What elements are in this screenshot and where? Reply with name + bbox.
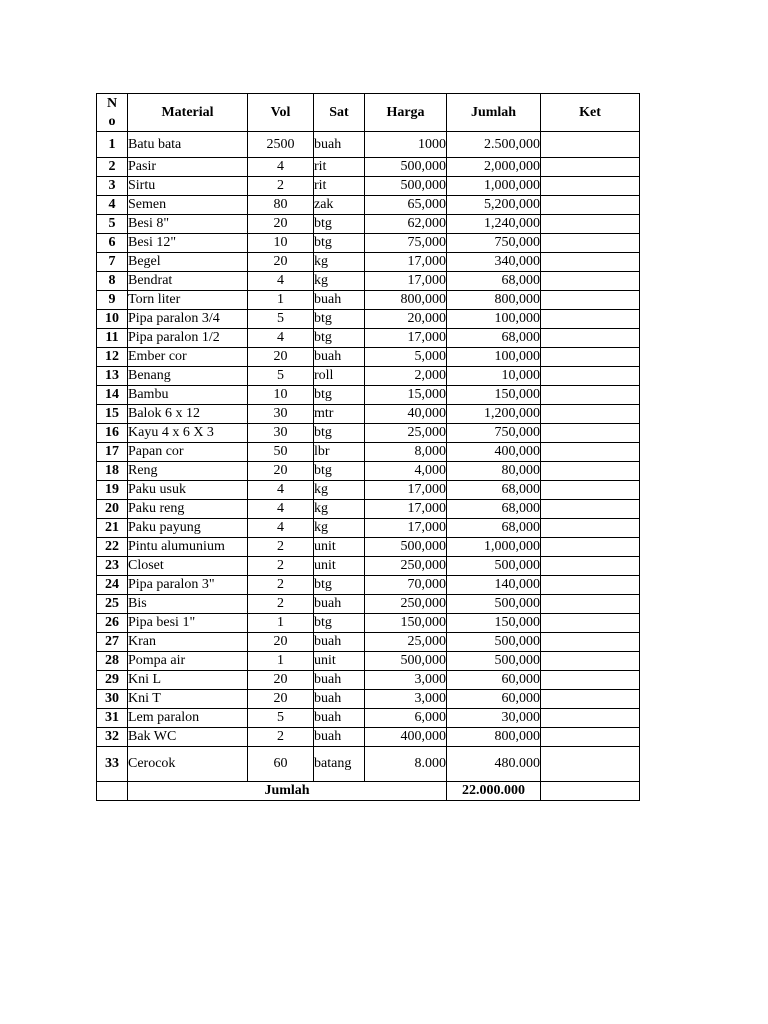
row-harga: 3,000 (365, 671, 447, 690)
table-row (97, 329, 640, 348)
row-ket (541, 595, 640, 614)
row-no: 7 (97, 253, 128, 272)
row-sat: kg (314, 500, 365, 519)
row-vol: 30 (248, 424, 314, 443)
total-label: Jumlah (128, 782, 447, 801)
row-material: Bambu (128, 386, 248, 405)
row-no: 19 (97, 481, 128, 500)
row-ket (541, 234, 640, 253)
row-ket (541, 538, 640, 557)
table-row (97, 557, 640, 576)
row-sat: buah (314, 132, 365, 158)
row-harga: 500,000 (365, 538, 447, 557)
table-row (97, 595, 640, 614)
row-ket (541, 652, 640, 671)
row-sat: buah (314, 291, 365, 310)
row-jumlah: 150,000 (447, 614, 541, 633)
row-vol: 20 (248, 671, 314, 690)
table-row (97, 671, 640, 690)
row-ket (541, 500, 640, 519)
row-harga: 500,000 (365, 177, 447, 196)
row-sat: btg (314, 614, 365, 633)
header-no-line1: N (106, 95, 118, 111)
table-row (97, 538, 640, 557)
row-jumlah: 800,000 (447, 291, 541, 310)
row-material: Pipa paralon 3/4 (128, 310, 248, 329)
table-row (97, 291, 640, 310)
row-sat: btg (314, 329, 365, 348)
row-material: Bak WC (128, 728, 248, 747)
row-harga: 70,000 (365, 576, 447, 595)
row-sat: rit (314, 177, 365, 196)
row-vol: 1 (248, 652, 314, 671)
row-no: 27 (97, 633, 128, 652)
row-no: 32 (97, 728, 128, 747)
row-ket (541, 709, 640, 728)
table-row (97, 215, 640, 234)
row-no: 17 (97, 443, 128, 462)
row-no: 2 (97, 158, 128, 177)
row-ket (541, 132, 640, 158)
row-vol: 4 (248, 272, 314, 291)
row-vol: 2 (248, 557, 314, 576)
row-sat: btg (314, 234, 365, 253)
header-harga: Harga (365, 94, 447, 132)
row-ket (541, 747, 640, 782)
table-row (97, 310, 640, 329)
row-jumlah: 68,000 (447, 500, 541, 519)
row-jumlah: 480.000 (447, 747, 541, 782)
row-vol: 10 (248, 234, 314, 253)
row-no: 4 (97, 196, 128, 215)
row-vol: 4 (248, 500, 314, 519)
row-jumlah: 1,200,000 (447, 405, 541, 424)
row-jumlah: 150,000 (447, 386, 541, 405)
row-ket (541, 462, 640, 481)
row-jumlah: 750,000 (447, 234, 541, 253)
row-vol: 1 (248, 614, 314, 633)
row-ket (541, 158, 640, 177)
row-material: Pasir (128, 158, 248, 177)
row-material: Balok 6 x 12 (128, 405, 248, 424)
header-ket: Ket (541, 94, 640, 132)
row-no: 5 (97, 215, 128, 234)
row-harga: 8,000 (365, 443, 447, 462)
table-row (97, 462, 640, 481)
table-row (97, 272, 640, 291)
row-material: Ember cor (128, 348, 248, 367)
row-vol: 20 (248, 215, 314, 234)
row-sat: kg (314, 272, 365, 291)
table-row (97, 253, 640, 272)
row-vol: 2 (248, 576, 314, 595)
row-harga: 75,000 (365, 234, 447, 253)
table-row (97, 424, 640, 443)
row-ket (541, 215, 640, 234)
row-vol: 4 (248, 329, 314, 348)
row-sat: buah (314, 709, 365, 728)
row-ket (541, 272, 640, 291)
row-harga: 500,000 (365, 158, 447, 177)
row-harga: 15,000 (365, 386, 447, 405)
row-sat: mtr (314, 405, 365, 424)
row-ket (541, 253, 640, 272)
row-material: Benang (128, 367, 248, 386)
row-harga: 17,000 (365, 519, 447, 538)
row-material: Pintu alumunium (128, 538, 248, 557)
row-jumlah: 2,000,000 (447, 158, 541, 177)
row-jumlah: 5,200,000 (447, 196, 541, 215)
row-jumlah: 80,000 (447, 462, 541, 481)
row-sat: unit (314, 652, 365, 671)
row-harga: 4,000 (365, 462, 447, 481)
row-material: Bis (128, 595, 248, 614)
row-jumlah: 60,000 (447, 671, 541, 690)
row-sat: roll (314, 367, 365, 386)
total-value: 22.000.000 (447, 782, 541, 801)
row-jumlah: 500,000 (447, 595, 541, 614)
row-vol: 20 (248, 690, 314, 709)
row-material: Semen (128, 196, 248, 215)
row-ket (541, 557, 640, 576)
row-material: Besi 8" (128, 215, 248, 234)
row-vol: 60 (248, 747, 314, 782)
table-row (97, 709, 640, 728)
row-ket (541, 196, 640, 215)
row-vol: 80 (248, 196, 314, 215)
row-no: 9 (97, 291, 128, 310)
table-row (97, 386, 640, 405)
row-harga: 5,000 (365, 348, 447, 367)
row-jumlah: 1,000,000 (447, 538, 541, 557)
row-material: Paku payung (128, 519, 248, 538)
row-sat: kg (314, 253, 365, 272)
table-row (97, 481, 640, 500)
row-jumlah: 340,000 (447, 253, 541, 272)
row-sat: btg (314, 424, 365, 443)
row-sat: kg (314, 481, 365, 500)
row-harga: 8.000 (365, 747, 447, 782)
row-material: Paku reng (128, 500, 248, 519)
row-ket (541, 481, 640, 500)
table-header (97, 94, 640, 132)
row-jumlah: 68,000 (447, 519, 541, 538)
row-vol: 5 (248, 310, 314, 329)
header-no (97, 94, 128, 132)
row-harga: 250,000 (365, 595, 447, 614)
header-row (97, 94, 640, 132)
row-jumlah: 750,000 (447, 424, 541, 443)
row-no: 22 (97, 538, 128, 557)
table-row (97, 614, 640, 633)
row-vol: 4 (248, 481, 314, 500)
row-sat: btg (314, 576, 365, 595)
row-jumlah: 800,000 (447, 728, 541, 747)
row-vol: 2 (248, 728, 314, 747)
row-jumlah: 100,000 (447, 348, 541, 367)
row-sat: buah (314, 690, 365, 709)
table-row (97, 519, 640, 538)
row-vol: 4 (248, 158, 314, 177)
row-no: 15 (97, 405, 128, 424)
row-material: Lem paralon (128, 709, 248, 728)
table-row (97, 234, 640, 253)
row-material: Pipa besi 1" (128, 614, 248, 633)
row-harga: 17,000 (365, 329, 447, 348)
row-harga: 17,000 (365, 253, 447, 272)
row-material: Kni L (128, 671, 248, 690)
row-vol: 20 (248, 253, 314, 272)
row-ket (541, 386, 640, 405)
row-jumlah: 500,000 (447, 633, 541, 652)
row-no: 3 (97, 177, 128, 196)
table-row (97, 196, 640, 215)
row-no: 31 (97, 709, 128, 728)
row-material: Kayu 4 x 6 X 3 (128, 424, 248, 443)
row-sat: buah (314, 348, 365, 367)
row-jumlah: 30,000 (447, 709, 541, 728)
row-material: Pipa paralon 3" (128, 576, 248, 595)
row-ket (541, 728, 640, 747)
row-vol: 20 (248, 348, 314, 367)
row-material: Closet (128, 557, 248, 576)
row-ket (541, 177, 640, 196)
row-vol: 2 (248, 595, 314, 614)
row-sat: btg (314, 310, 365, 329)
row-vol: 2 (248, 177, 314, 196)
row-harga: 3,000 (365, 690, 447, 709)
row-no: 8 (97, 272, 128, 291)
row-no: 25 (97, 595, 128, 614)
row-ket (541, 424, 640, 443)
row-jumlah: 68,000 (447, 481, 541, 500)
row-harga: 800,000 (365, 291, 447, 310)
row-no: 11 (97, 329, 128, 348)
header-sat: Sat (314, 94, 365, 132)
row-jumlah: 100,000 (447, 310, 541, 329)
row-vol: 4 (248, 519, 314, 538)
row-sat: zak (314, 196, 365, 215)
row-sat: unit (314, 557, 365, 576)
row-material: Paku usuk (128, 481, 248, 500)
row-vol: 2500 (248, 132, 314, 158)
row-sat: lbr (314, 443, 365, 462)
table-row (97, 747, 640, 782)
row-ket (541, 690, 640, 709)
row-vol: 30 (248, 405, 314, 424)
table-row (97, 348, 640, 367)
row-material: Papan cor (128, 443, 248, 462)
row-no: 16 (97, 424, 128, 443)
table-row (97, 367, 640, 386)
row-harga: 17,000 (365, 481, 447, 500)
row-material: Besi 12" (128, 234, 248, 253)
row-jumlah: 500,000 (447, 652, 541, 671)
row-ket (541, 443, 640, 462)
row-no: 12 (97, 348, 128, 367)
table-row (97, 690, 640, 709)
row-ket (541, 671, 640, 690)
row-vol: 10 (248, 386, 314, 405)
row-vol: 20 (248, 633, 314, 652)
row-material: Bendrat (128, 272, 248, 291)
row-ket (541, 348, 640, 367)
header-material: Material (128, 94, 248, 132)
total-ket-cell (541, 782, 640, 801)
row-ket (541, 633, 640, 652)
row-jumlah: 1,000,000 (447, 177, 541, 196)
header-no-line2: o (108, 113, 116, 129)
row-vol: 50 (248, 443, 314, 462)
row-jumlah: 2.500,000 (447, 132, 541, 158)
row-harga: 1000 (365, 132, 447, 158)
row-harga: 2,000 (365, 367, 447, 386)
row-sat: btg (314, 386, 365, 405)
row-no: 13 (97, 367, 128, 386)
row-no: 33 (97, 747, 128, 782)
row-material: Pompa air (128, 652, 248, 671)
row-jumlah: 60,000 (447, 690, 541, 709)
table-row (97, 652, 640, 671)
row-no: 10 (97, 310, 128, 329)
row-no: 20 (97, 500, 128, 519)
table-body (97, 132, 640, 782)
row-harga: 150,000 (365, 614, 447, 633)
row-no: 14 (97, 386, 128, 405)
row-material: Pipa paralon 1/2 (128, 329, 248, 348)
row-sat: rit (314, 158, 365, 177)
row-harga: 500,000 (365, 652, 447, 671)
row-no: 29 (97, 671, 128, 690)
row-material: Torn liter (128, 291, 248, 310)
row-jumlah: 500,000 (447, 557, 541, 576)
row-no: 1 (97, 132, 128, 158)
row-jumlah: 400,000 (447, 443, 541, 462)
row-vol: 1 (248, 291, 314, 310)
table-row (97, 728, 640, 747)
row-harga: 25,000 (365, 633, 447, 652)
row-harga: 17,000 (365, 272, 447, 291)
row-ket (541, 614, 640, 633)
table-row (97, 132, 640, 158)
row-ket (541, 329, 640, 348)
row-ket (541, 367, 640, 386)
row-sat: buah (314, 728, 365, 747)
row-vol: 2 (248, 538, 314, 557)
row-sat: batang (314, 747, 365, 782)
row-material: Begel (128, 253, 248, 272)
table-row (97, 500, 640, 519)
row-harga: 400,000 (365, 728, 447, 747)
row-material: Batu bata (128, 132, 248, 158)
row-jumlah: 68,000 (447, 272, 541, 291)
material-cost-table (96, 93, 640, 801)
row-vol: 20 (248, 462, 314, 481)
total-no-cell (97, 782, 128, 801)
row-sat: unit (314, 538, 365, 557)
row-material: Kran (128, 633, 248, 652)
row-ket (541, 519, 640, 538)
row-harga: 62,000 (365, 215, 447, 234)
row-material: Kni T (128, 690, 248, 709)
total-row (97, 782, 640, 801)
header-jumlah: Jumlah (447, 94, 541, 132)
table-row (97, 405, 640, 424)
row-jumlah: 68,000 (447, 329, 541, 348)
row-harga: 25,000 (365, 424, 447, 443)
header-vol: Vol (248, 94, 314, 132)
row-sat: buah (314, 633, 365, 652)
row-harga: 20,000 (365, 310, 447, 329)
row-material: Cerocok (128, 747, 248, 782)
row-ket (541, 405, 640, 424)
row-vol: 5 (248, 709, 314, 728)
row-sat: buah (314, 595, 365, 614)
row-sat: kg (314, 519, 365, 538)
row-no: 26 (97, 614, 128, 633)
row-harga: 65,000 (365, 196, 447, 215)
row-jumlah: 10,000 (447, 367, 541, 386)
row-no: 21 (97, 519, 128, 538)
row-ket (541, 576, 640, 595)
row-harga: 17,000 (365, 500, 447, 519)
row-sat: btg (314, 462, 365, 481)
table-row (97, 443, 640, 462)
table-row (97, 158, 640, 177)
row-harga: 6,000 (365, 709, 447, 728)
row-no: 6 (97, 234, 128, 253)
row-no: 23 (97, 557, 128, 576)
table-footer (97, 782, 640, 801)
row-ket (541, 291, 640, 310)
row-sat: btg (314, 215, 365, 234)
row-no: 28 (97, 652, 128, 671)
row-ket (541, 310, 640, 329)
row-harga: 250,000 (365, 557, 447, 576)
row-no: 24 (97, 576, 128, 595)
row-material: Reng (128, 462, 248, 481)
row-no: 30 (97, 690, 128, 709)
row-harga: 40,000 (365, 405, 447, 424)
table-row (97, 633, 640, 652)
row-sat: buah (314, 671, 365, 690)
table-row (97, 576, 640, 595)
table-row (97, 177, 640, 196)
row-jumlah: 1,240,000 (447, 215, 541, 234)
row-vol: 5 (248, 367, 314, 386)
row-no: 18 (97, 462, 128, 481)
row-material: Sirtu (128, 177, 248, 196)
row-jumlah: 140,000 (447, 576, 541, 595)
